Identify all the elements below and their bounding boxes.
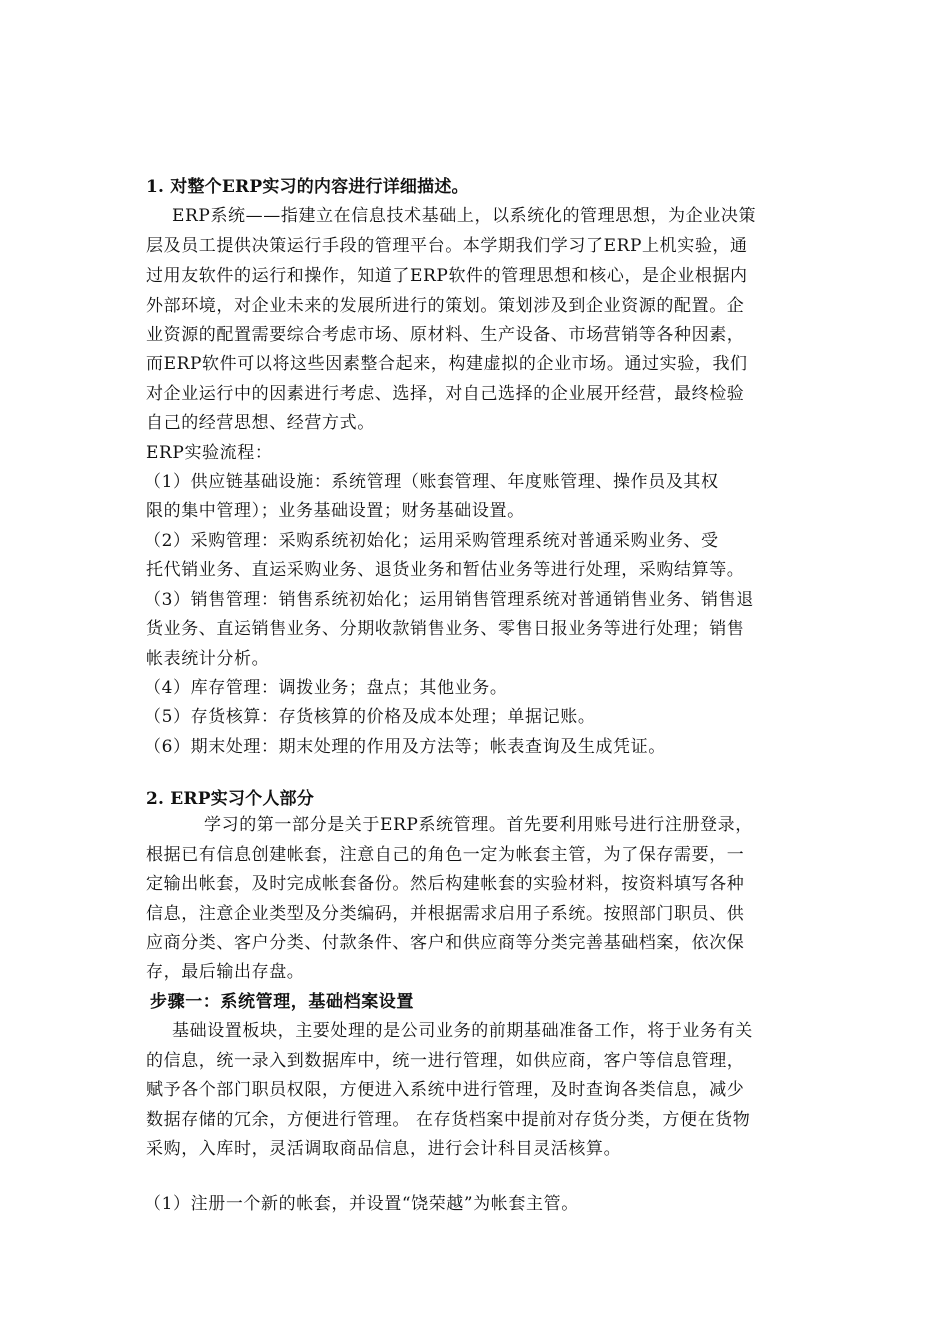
section-1-paragraph-line: 而ERP软件可以将这些因素整合起来，构建虚拟的企业市场。通过实验，我们	[146, 354, 748, 374]
step-one-paragraph-line: 采购，入库时，灵活调取商品信息，进行会计科目灵活核算。	[146, 1139, 622, 1159]
step-one-paragraph-line: 赋予各个部门职员权限，方便进入系统中进行管理，及时查询各类信息，减少	[146, 1080, 745, 1100]
step-one-heading: 步骤一：系统管理，基础档案设置	[150, 992, 414, 1012]
flow-item-line: 限的集中管理）；业务基础设置；财务基础设置。	[146, 501, 525, 521]
flow-item-line: （5）存货核算：存货核算的价格及成本处理；单据记账。	[144, 707, 596, 727]
step-one-paragraph-line: 的信息，统一录入到数据库中，统一进行管理，如供应商，客户等信息管理，	[146, 1051, 745, 1071]
section-1-paragraph-line: 业资源的配置需要综合考虑市场、原材料、生产设备、市场营销等各种因素，	[146, 325, 745, 345]
register-account-step-line: （1）注册一个新的帐套，并设置“饶荣越”为帐套主管。	[144, 1194, 579, 1214]
section-2-paragraph-line: 信息，注意企业类型及分类编码，并根据需求启用子系统。按照部门职员、供	[146, 904, 745, 924]
step-one-paragraph-line: 基础设置板块，主要处理的是公司业务的前期基础准备工作，将于业务有关	[172, 1021, 753, 1041]
section-2-paragraph-line: 根据已有信息创建帐套，注意自己的角色一定为帐套主管，为了保存需要，一	[146, 845, 745, 865]
flow-title: ERP实验流程：	[146, 443, 273, 463]
section-2-paragraph-line: 学习的第一部分是关于ERP系统管理。首先要利用账号进行注册登录，	[204, 815, 753, 835]
flow-item-line: 帐表统计分析。	[146, 649, 270, 669]
flow-item-line: （4）库存管理：调拨业务；盘点；其他业务。	[144, 678, 508, 698]
section-1-paragraph-line: 层及员工提供决策运行手段的管理平台。本学期我们学习了ERP上机实验，通	[146, 236, 748, 256]
flow-item-line: （6）期末处理：期末处理的作用及方法等；帐表查询及生成凭证。	[144, 737, 666, 757]
step-one-paragraph-line: 数据存储的冗余，方便进行管理。 在存货档案中提前对存货分类，方便在货物	[146, 1110, 751, 1130]
section-2-paragraph-line: 应商分类、客户分类、付款条件、客户和供应商等分类完善基础档案，依次保	[146, 933, 745, 953]
section-1-heading: 1. 对整个ERP实习的内容进行详细描述。	[146, 177, 469, 197]
section-2-heading: 2. ERP实习个人部分	[146, 789, 314, 809]
flow-item-line: 货业务、直运销售业务、分期收款销售业务、零售日报业务等进行处理；销售	[146, 619, 745, 639]
section-1-paragraph-line: 外部环境，对企业未来的发展所进行的策划。策划涉及到企业资源的配置。企	[146, 296, 745, 316]
flow-item-line: （1）供应链基础设施：系统管理（账套管理、年度账管理、操作员及其权	[144, 472, 719, 492]
flow-item-line: （3）销售管理：销售系统初始化；运用销售管理系统对普通销售业务、销售退	[144, 590, 754, 610]
flow-item-line: 托代销业务、直运采购业务、退货业务和暂估业务等进行处理，采购结算等。	[146, 560, 745, 580]
section-1-paragraph-line: 过用友软件的运行和操作，知道了ERP软件的管理思想和核心，是企业根据内	[146, 266, 748, 286]
section-2-paragraph-line: 存，最后输出存盘。	[146, 962, 305, 982]
section-1-paragraph-line: ERP系统——指建立在信息技术基础上，以系统化的管理思想，为企业决策	[172, 206, 757, 226]
flow-item-line: （2）采购管理：采购系统初始化；运用采购管理系统对普通采购业务、受	[144, 531, 719, 551]
section-1-paragraph-line: 对企业运行中的因素进行考虑、选择，对自己选择的企业展开经营，最终检验	[146, 384, 745, 404]
section-2-paragraph-line: 定输出帐套，及时完成帐套备份。然后构建帐套的实验材料，按资料填写各种	[146, 874, 745, 894]
section-1-paragraph-line: 自己的经营思想、经营方式。	[146, 413, 375, 433]
